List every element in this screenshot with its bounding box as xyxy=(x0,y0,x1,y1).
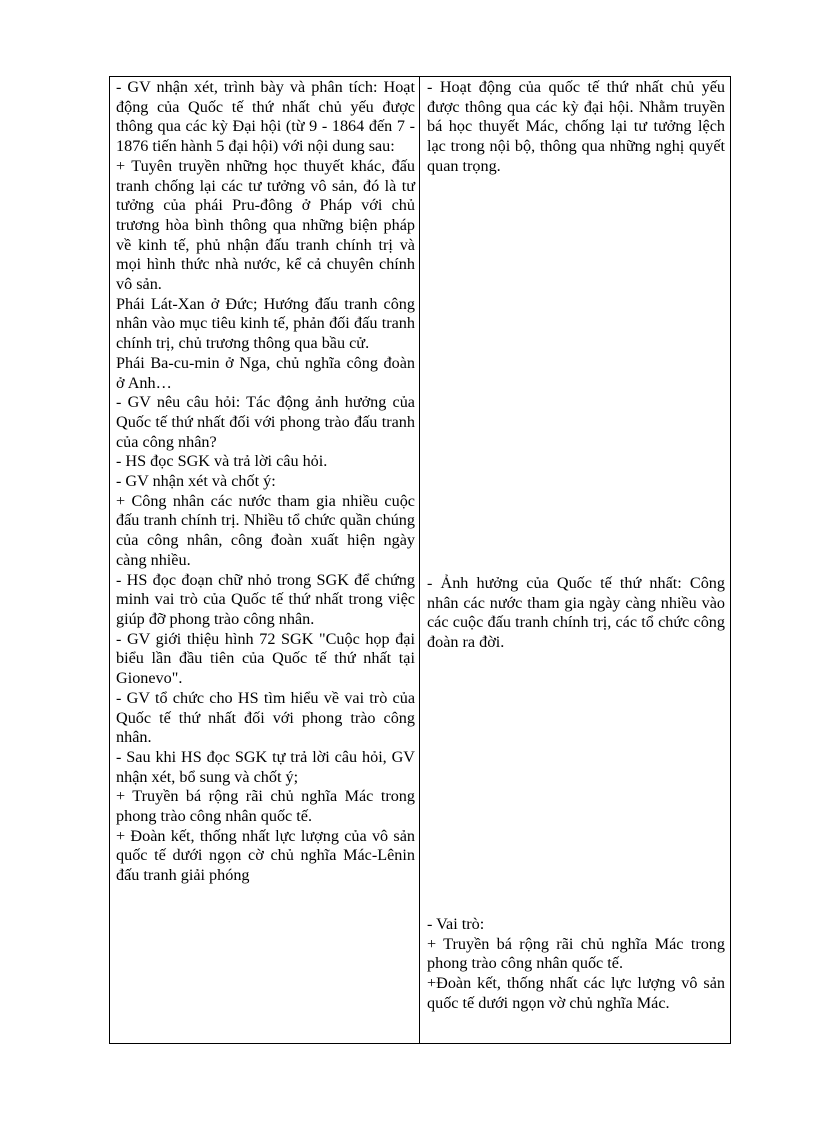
left-paragraph-4: Phái Ba-cu-min ở Nga, chủ nghĩa công đoàn ở Anh… xyxy=(116,353,415,392)
left-paragraph-14: + Đoàn kết, thống nhất lực lượng của vô sản quốc tế dưới ngọn cờ chủ nghĩa Mác-Lênin đấu tranh giải phóng xyxy=(116,826,415,885)
left-paragraph-12: - Sau khi HS đọc SGK tự trả lời câu hỏi, GV nhận xét, bổ sung và chốt ý; xyxy=(116,747,415,786)
role-item-2: +Đoàn kết, thống nhất các lực lượng vô sản quốc tế dưới ngọn vờ chủ nghĩa Mác. xyxy=(427,974,725,1012)
left-paragraph-3: Phái Lát-Xan ở Đức; Hướng đấu tranh công nhân vào mục tiêu kinh tế, phản đối đấu tranh chính trị, chủ trương thông qua bầu cử. xyxy=(116,294,415,353)
left-paragraph-11: - GV tổ chức cho HS tìm hiểu về vai trò của Quốc tế thứ nhất đối với phong trào công nhân. xyxy=(116,688,415,747)
knowledge-content-column xyxy=(420,77,730,1043)
left-paragraph-7: - GV nhận xét và chốt ý: xyxy=(116,472,276,491)
lesson-table xyxy=(109,76,731,1044)
right-block-influence: - Ảnh hưởng của Quốc tế thứ nhất: Công nhân các nước tham gia ngày càng nhiều vào các cuộc đấu tranh chính trị, các tổ chức công đoàn ra đời. xyxy=(427,574,725,652)
right-block-activities: - Hoạt động của quốc tế thứ nhất chủ yếu được thông qua các kỳ đại hội. Nhằm truyền bá học thuyết Mác, chống lại tư tưởng lệch lạc trong nội bộ, thông qua những nghị quyết quan trọng. xyxy=(427,78,725,175)
left-paragraph-8: + Công nhân các nước tham gia nhiều cuộc đấu tranh chính trị. Nhiều tổ chức quần chúng của công nhân, công đoàn xuất hiện ngày càng nhiều. xyxy=(116,491,415,569)
role-item-1: + Truyền bá rộng rãi chủ nghĩa Mác trong phong trào công nhân quốc tế. xyxy=(427,934,725,973)
teacher-student-activities-column xyxy=(110,77,420,1043)
left-paragraph-5: - GV nêu câu hỏi: Tác động ảnh hưởng của Quốc tế thứ nhất đối với phong trào đấu tranh của công nhân? xyxy=(116,393,415,451)
left-paragraph-13: + Truyền bá rộng rãi chủ nghĩa Mác trong phong trào công nhân quốc tế. xyxy=(116,787,415,826)
left-paragraph-10: - GV giới thiệu hình 72 SGK "Cuộc họp đại biểu lần đầu tiên của Quốc tế thứ nhất tại Gionevo". xyxy=(116,629,415,688)
right-block-role xyxy=(427,915,725,1014)
left-paragraph-1: - GV nhận xét, trình bày và phân tích: Hoạt động của Quốc tế thứ nhất chủ yếu được thông qua các kỳ Đại hội (từ 9 - 1864 đến 7 - 1876 tiến hành 5 đại hội) với nội dung sau: xyxy=(116,78,415,156)
left-paragraph-2: + Tuyên truyền những học thuyết khác, đấu tranh chống lại các tư tưởng vô sản, đó là tư tưởng của phái Pru-đông ở Pháp với chủ trương hòa bình thông qua những biện pháp về kinh tế, phủ nhận đấu tranh chính trị và mọi hình thức nhà nước, kể cả chuyên chính vô sản. xyxy=(116,156,415,294)
role-heading: - Vai trò: xyxy=(427,915,485,933)
left-paragraph-9: - HS đọc đoạn chữ nhỏ trong SGK để chứng minh vai trò của Quốc tế thứ nhất trong việc giúp đỡ phong trào công nhân. xyxy=(116,570,415,628)
left-paragraph-6: - HS đọc SGK và trả lời câu hỏi. xyxy=(116,452,328,471)
